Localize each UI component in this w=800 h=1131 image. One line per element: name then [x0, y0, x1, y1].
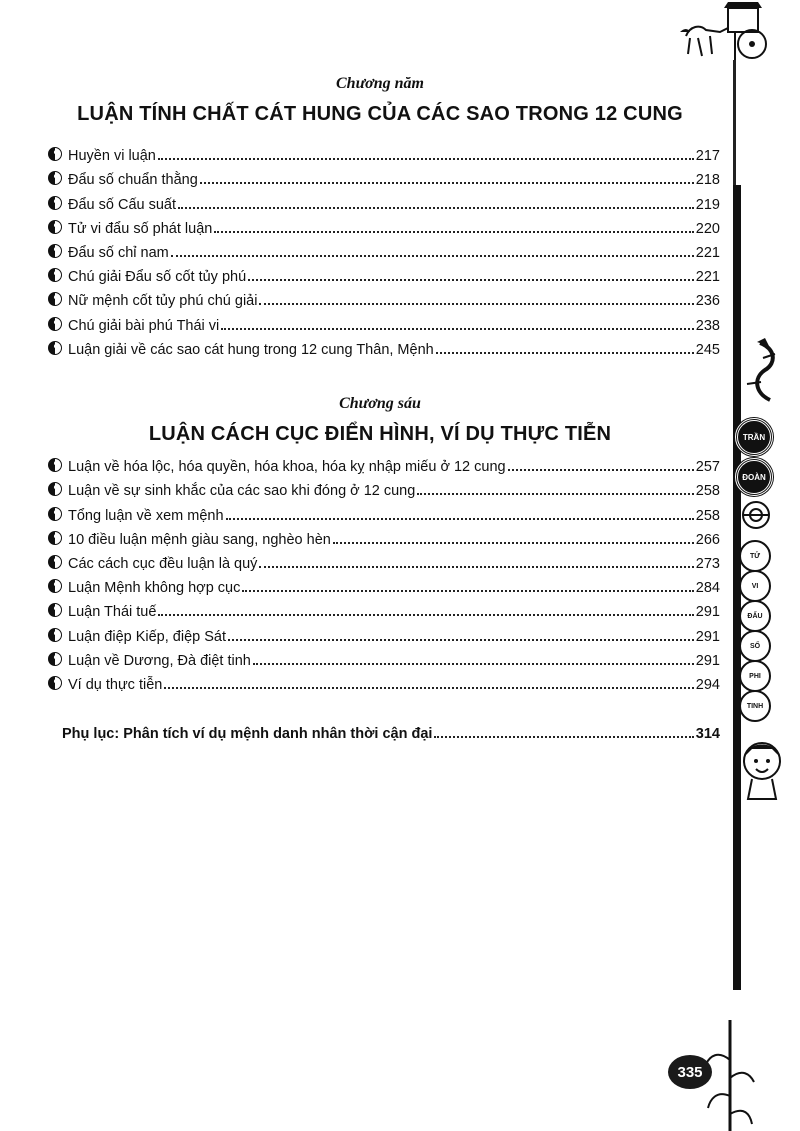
yin-yang-bullet-icon	[48, 292, 62, 306]
toc-entry-page: 273	[695, 555, 720, 572]
chapter-5-label: Chương năm	[336, 75, 424, 92]
doan-badge: ĐOÀN	[735, 458, 773, 496]
toc-entry-title: Đẩu số chỉ nam	[68, 244, 169, 261]
toc-entry[interactable]	[48, 164, 720, 188]
toc-entry-page: 218	[695, 172, 720, 189]
toc-entry-page: 291	[695, 652, 720, 669]
toc-entry[interactable]	[48, 475, 720, 499]
toc-entry-page: 221	[695, 244, 720, 261]
vertical-badge: TINH	[739, 690, 771, 722]
yin-yang-bullet-icon	[48, 458, 62, 472]
toc-entry-title: Luận về Dương, Đà điệt tinh	[68, 652, 251, 669]
toc-entry-page: 221	[695, 269, 720, 286]
yin-yang-bullet-icon	[48, 220, 62, 234]
toc-entry-title: Luận về sự sinh khắc của các sao khi đóng ở 12 cung	[68, 483, 416, 500]
toc-entry-title: Đẩu số chuẩn thằng	[68, 172, 198, 189]
toc-entry-page: 294	[695, 676, 720, 693]
dot-leader	[436, 351, 694, 354]
toc-entry[interactable]	[48, 596, 720, 620]
toc-entry-page: 291	[695, 628, 720, 645]
ornament-icon	[738, 500, 774, 530]
yin-yang-bullet-icon	[48, 341, 62, 355]
toc-entry[interactable]	[48, 285, 720, 309]
toc-entry-title: Luận Mệnh không hợp cục	[68, 580, 241, 597]
toc-entry-title: Chú giải bài phú Thái vi	[68, 317, 220, 334]
yin-yang-bullet-icon	[48, 628, 62, 642]
dot-leader	[228, 638, 694, 641]
yin-yang-bullet-icon	[48, 171, 62, 185]
yin-yang-bullet-icon	[48, 652, 62, 666]
toc-entry[interactable]	[48, 309, 720, 333]
page-number: 335	[668, 1055, 712, 1089]
dot-leader	[226, 517, 694, 520]
toc-entry-title: 10 điều luận mệnh giàu sang, nghèo hèn	[68, 531, 331, 548]
vertical-badge: VI	[739, 570, 771, 602]
yin-yang-bullet-icon	[48, 482, 62, 496]
dot-leader	[434, 735, 693, 738]
tran-badge: TRẦN	[735, 418, 773, 456]
dot-leader	[164, 686, 693, 689]
toc-entry-page: 219	[695, 196, 720, 213]
toc-entry[interactable]	[48, 334, 720, 358]
chapter-6-label: Chương sáu	[339, 395, 421, 412]
toc-entry-page: 284	[695, 580, 720, 597]
vertical-badge: SỐ	[739, 630, 771, 662]
toc-entry[interactable]	[48, 572, 720, 596]
toc-entry-title: Tổng luận về xem mệnh	[68, 507, 224, 524]
dot-leader	[221, 327, 694, 330]
dot-leader	[158, 157, 694, 160]
carriage-illustration-icon	[680, 2, 780, 72]
toc-entry[interactable]	[48, 451, 720, 475]
toc-entry[interactable]	[48, 524, 720, 548]
toc-entry-title: Tử vi đẩu số phát luận	[68, 220, 213, 237]
toc-entry-page: 245	[695, 341, 720, 358]
toc-entry-title: Luận về hóa lộc, hóa quyền, hóa khoa, hóa kỵ nhập miếu ở 12 cung	[68, 459, 506, 476]
toc-entry-title: Nữ mệnh cốt tủy phú chú giải	[68, 293, 258, 310]
dot-leader	[242, 589, 693, 592]
toc-entry-title: Đẩu số Cấu suất	[68, 196, 177, 213]
dot-leader	[200, 181, 694, 184]
toc-entry[interactable]	[48, 645, 720, 669]
yin-yang-bullet-icon	[48, 555, 62, 569]
toc-entry-page: 257	[695, 459, 720, 476]
dot-leader	[178, 206, 694, 209]
toc-entry[interactable]	[48, 140, 720, 164]
chapter-6-list	[48, 451, 720, 693]
toc-entry-page: 258	[695, 483, 720, 500]
dot-leader	[259, 302, 693, 305]
dot-leader	[333, 541, 694, 544]
vertical-badge: PHI	[739, 660, 771, 692]
dot-leader	[253, 662, 694, 665]
toc-entry-page: 266	[695, 531, 720, 548]
toc-entry-page: 291	[695, 604, 720, 621]
chapter-6-title: LUẬN CÁCH CỤC ĐIỂN HÌNH, VÍ DỤ THỰC TIỄN	[148, 423, 612, 445]
toc-entry[interactable]	[48, 620, 720, 644]
dot-leader	[158, 613, 693, 616]
toc-entry-title: Luận giải về các sao cát hung trong 12 cung Thân, Mệnh	[68, 341, 434, 358]
dot-leader	[248, 278, 694, 281]
dot-leader	[259, 565, 693, 568]
toc-entry-page: 238	[695, 317, 720, 334]
toc-entry-title: Chú giải Đẩu số cốt tủy phú	[68, 269, 247, 286]
toc-entry-title: Luận Thái tuế	[68, 604, 157, 621]
dot-leader	[417, 492, 694, 495]
yin-yang-bullet-icon	[48, 531, 62, 545]
yin-yang-bullet-icon	[48, 196, 62, 210]
decorative-line	[733, 60, 736, 185]
toc-entry[interactable]	[48, 213, 720, 237]
toc-entry[interactable]	[48, 188, 720, 212]
chapter-5-title: LUẬN TÍNH CHẤT CÁT HUNG CỦA CÁC SAO TRONG 12 CUNG	[77, 103, 683, 125]
dot-leader	[171, 254, 694, 257]
yin-yang-bullet-icon	[48, 268, 62, 282]
yin-yang-bullet-icon	[48, 579, 62, 593]
toc-entry-page: 236	[695, 293, 720, 310]
vertical-badge: ĐẨU	[739, 600, 771, 632]
appendix-page: 314	[695, 726, 720, 742]
dragon-icon	[735, 338, 785, 408]
toc-entry[interactable]	[48, 237, 720, 261]
toc-entry-page: 258	[695, 507, 720, 524]
yin-yang-bullet-icon	[48, 147, 62, 161]
dot-leader	[508, 468, 694, 471]
child-mascot-icon	[738, 735, 786, 805]
toc-entry[interactable]	[48, 669, 720, 693]
toc-entry[interactable]	[48, 548, 720, 572]
dot-leader	[214, 230, 693, 233]
vertical-badge: TỬ	[739, 540, 771, 572]
yin-yang-bullet-icon	[48, 507, 62, 521]
toc-entry-title: Ví dụ thực tiễn	[68, 676, 163, 693]
chapter-5-list	[48, 140, 720, 358]
yin-yang-bullet-icon	[48, 244, 62, 258]
yin-yang-bullet-icon	[48, 676, 62, 690]
yin-yang-bullet-icon	[48, 603, 62, 617]
appendix-entry[interactable]	[62, 720, 720, 742]
toc-entry[interactable]	[48, 261, 720, 285]
toc-entry[interactable]	[48, 499, 720, 523]
yin-yang-bullet-icon	[48, 317, 62, 331]
toc-entry-title: Huyền vi luận	[68, 148, 156, 165]
toc-entry-page: 217	[695, 148, 720, 165]
toc-entry-title: Luận điệp Kiếp, điệp Sát	[68, 628, 227, 645]
toc-entry-page: 220	[695, 220, 720, 237]
toc-entry-title: Các cách cục đều luận là quý	[68, 555, 258, 572]
appendix-title: Phụ lục: Phân tích ví dụ mệnh danh nhân thời cận đại	[62, 726, 433, 742]
